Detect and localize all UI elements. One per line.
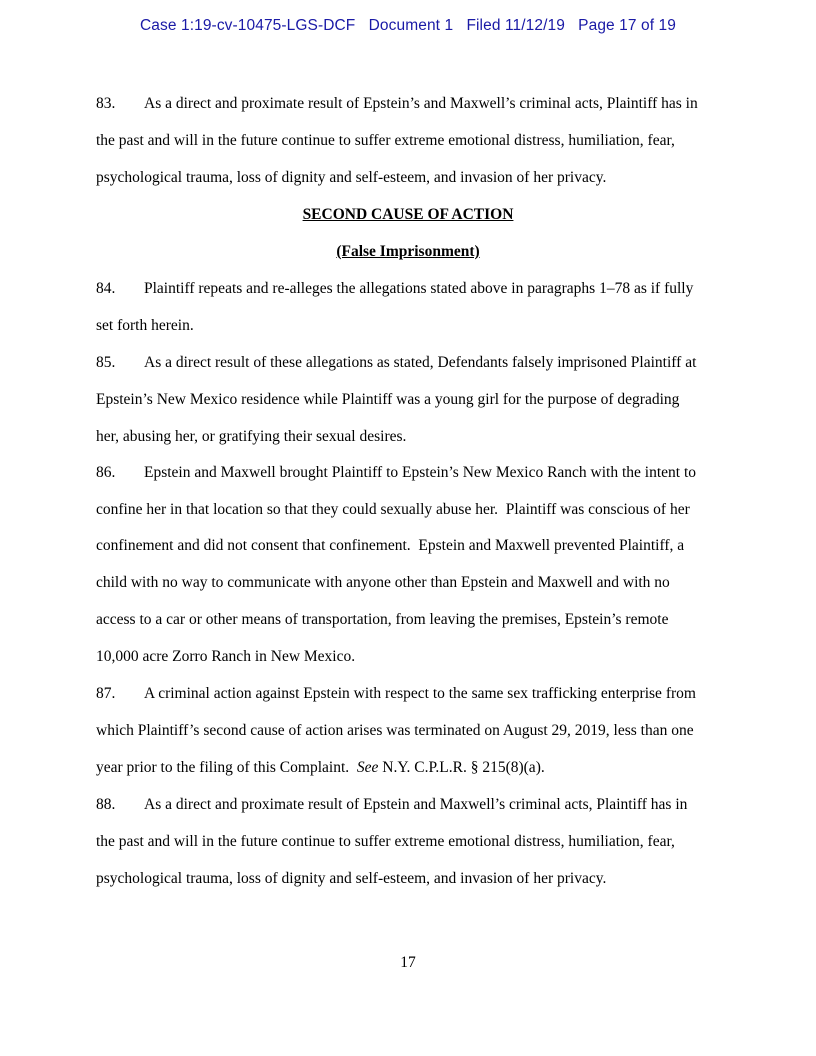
paragraph-86-line-1: 86. Epstein and Maxwell brought Plaintiff to Epstein’s New Mexico Ranch with the intent to [96, 464, 697, 481]
paragraph-87-line-3: year prior to the filing of this Complaint. See N.Y. C.P.L.R. § 215(8)(a). [96, 759, 545, 776]
page-of-pages: Page 17 of 19 [578, 17, 676, 34]
paragraph-86-line-2: confine her in that location so that they could sexually abuse her. Plaintiff was conscious of her [96, 501, 690, 518]
paragraph-number: 87. [96, 685, 116, 702]
paragraph-84-line-1: 84. Plaintiff repeats and re-alleges the allegations stated above in paragraphs 1–78 as if fully [96, 280, 694, 297]
paragraph-86-line-3: confinement and did not consent that confinement. Epstein and Maxwell prevented Plaintiff, a [96, 537, 685, 554]
paragraph-83-line-3: psychological trauma, loss of dignity and self-esteem, and invasion of her privacy. [96, 169, 607, 186]
see-signal: See [356, 759, 379, 776]
paragraph-number: 84. [96, 280, 116, 297]
section-subheading: (False Imprisonment) [336, 243, 480, 260]
paragraph-85-line-3: her, abusing her, or gratifying their sexual desires. [96, 428, 407, 445]
paragraph-87-line-1: 87. A criminal action against Epstein with respect to the same sex trafficking enterprise from [96, 685, 696, 702]
filed-date: Filed 11/12/19 [466, 17, 565, 34]
paragraph-88-line-1: 88. As a direct and proximate result of Epstein and Maxwell’s criminal acts, Plaintiff has in [96, 796, 688, 813]
paragraph-number: 83. [96, 95, 116, 112]
paragraph-86-line-4: child with no way to communicate with anyone other than Epstein and Maxwell and with no [96, 574, 670, 591]
ecf-header [0, 17, 816, 35]
paragraph-86-line-5: access to a car or other means of transportation, from leaving the premises, Epstein’s remote [96, 611, 669, 628]
paragraph-87-line-2: which Plaintiff’s second cause of action arises was terminated on August 29, 2019, less than one [96, 722, 694, 739]
document-number: Document 1 [368, 17, 454, 34]
paragraph-number: 88. [96, 796, 116, 813]
paragraph-number: 85. [96, 354, 116, 371]
case-number: Case 1:19-cv-10475-LGS-DCF [140, 17, 356, 34]
section-heading: SECOND CAUSE OF ACTION [302, 206, 514, 223]
paragraph-88-line-3: psychological trauma, loss of dignity and self-esteem, and invasion of her privacy. [96, 870, 607, 887]
paragraph-83-line-1: 83. As a direct and proximate result of Epstein’s and Maxwell’s criminal acts, Plaintiff has in [96, 95, 698, 112]
paragraph-85-line-2: Epstein’s New Mexico residence while Plaintiff was a young girl for the purpose of degrading [96, 391, 680, 408]
page-number-footer: 17 [400, 954, 416, 971]
paragraph-84-line-2: set forth herein. [96, 317, 194, 334]
paragraph-88-line-2: the past and will in the future continue to suffer extreme emotional distress, humiliation, fear, [96, 833, 675, 850]
paragraph-number: 86. [96, 464, 116, 481]
paragraph-83-line-2: the past and will in the future continue to suffer extreme emotional distress, humiliation, fear, [96, 132, 675, 149]
paragraph-85-line-1: 85. As a direct result of these allegations as stated, Defendants falsely imprisoned Plaintiff at [96, 354, 697, 371]
paragraph-86-line-6: 10,000 acre Zorro Ranch in New Mexico. [96, 648, 356, 665]
